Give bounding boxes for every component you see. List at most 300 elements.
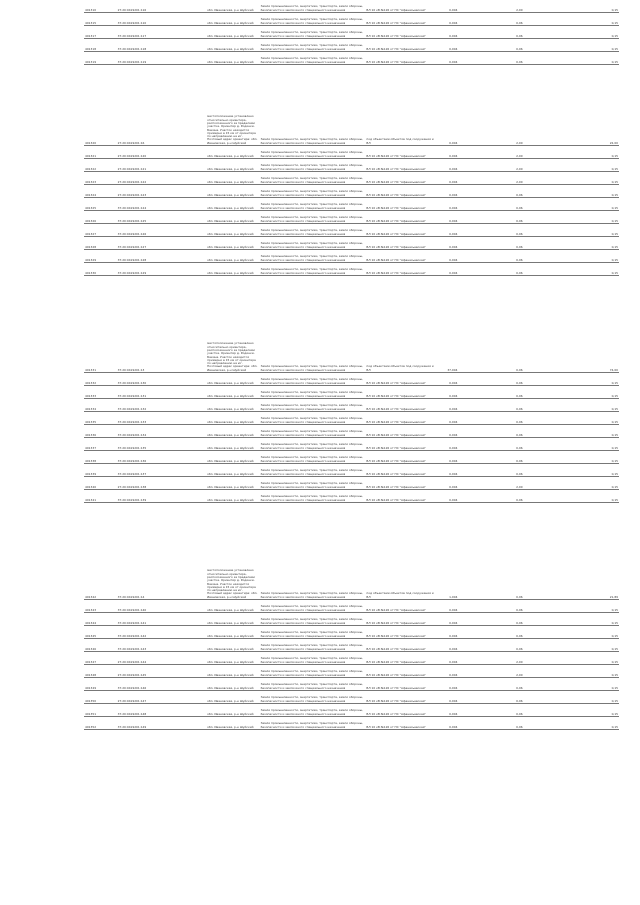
record-id: 401332 [84,373,117,386]
permitted-use-cell: ВЛ 10 кВ №126 от ПС "Афанасьевская" [365,224,438,237]
cadastral-number: 37:20:0419201:135 [117,438,165,451]
land-category-cell: Земли промышленности, энергетики, транспорта, земли обороны, безопасности и земли иного специального назначения [260,717,366,730]
table-row [84,626,619,639]
permitted-use-cell: ВЛ 10 кВ №126 от ПС "Афанасьевская" [365,639,438,652]
location-cell: обл. Ивановская, р-н Шуйский [206,464,260,477]
area-cell: 0,004 [439,652,459,665]
cadastral-number: 37:20:0419201:13 [117,276,165,373]
total-cell: 0,15 [554,52,619,65]
land-category-cell: Земли промышленности, энергетики, транспорта, земли обороны, безопасности и земли иного специального назначения [260,373,366,386]
record-id: 401341 [84,490,117,503]
permitted-use-cell: ВЛ 10 кВ №126 от ПС "Афанасьевская" [365,626,438,639]
table-row [84,464,619,477]
cadastral-number: 37:20:0419201:14 [117,503,165,600]
location-cell: обл. Ивановская, р-н Шуйский [206,26,260,39]
area-cell: 0,004 [439,0,459,13]
total-cell: 0,15 [554,613,619,626]
area-cell: 0,004 [439,717,459,730]
total-cell: 0,15 [554,600,619,613]
empty-cell [164,490,206,503]
permitted-use-cell: ВЛ 10 кВ №126 от ПС "Афанасьевская" [365,52,438,65]
area-cell: 0,004 [439,224,459,237]
value-cell: 2,00 [458,146,523,159]
total-cell: 0,15 [554,652,619,665]
area-cell: 0,004 [439,159,459,172]
area-cell: 0,004 [439,52,459,65]
value-cell: 0,96 [458,412,523,425]
location-cell: местоположение установлено относительно ориентира, расположенного за пределами участка. Ориентир д. Родинки-Бакина. Участок находится примерно в 15 км от ориентира по направлению на юг. Почтовый адрес ориентира: обл. Ивановская, р-н Шуйский [206,65,260,146]
location-cell: обл. Ивановская, р-н Шуйский [206,263,260,276]
empty-cell [164,717,206,730]
land-category-cell: Земли промышленности, энергетики, транспорта, земли обороны, безопасности и земли иного специального назначения [260,0,366,13]
empty-cell [524,438,554,451]
empty-cell [524,490,554,503]
value-cell: 0,96 [458,451,523,464]
value-cell: 0,96 [458,464,523,477]
area-cell: 0,004 [439,373,459,386]
empty-cell [164,146,206,159]
location-cell: обл. Ивановская, р-н Шуйский [206,451,260,464]
land-category-cell: Земли промышленности, энергетики, транспорта, земли обороны, безопасности и земли иного специального назначения [260,600,366,613]
area-cell: 0,004 [439,172,459,185]
area-cell: 0,004 [439,185,459,198]
table-row [84,490,619,503]
cadastral-number: 27:20:0419201:121 [117,159,165,172]
value-cell: 0,96 [458,198,523,211]
area-cell: 0,004 [439,451,459,464]
empty-cell [164,224,206,237]
total-cell: 0,15 [554,438,619,451]
table-row [84,717,619,730]
record-id: 401326 [84,211,117,224]
permitted-use-cell: ВЛ 10 кВ №126 от ПС "Афанасьевская" [365,159,438,172]
land-category-cell: Земли промышленности, энергетики, транспорта, земли обороны, безопасности и земли иного специального назначения [260,399,366,412]
cadastral-number: 27:20:0419201:120 [117,146,165,159]
location-cell: обл. Ивановская, р-н Шуйский [206,0,260,13]
empty-cell [164,665,206,678]
empty-cell [164,198,206,211]
record-id: 401321 [84,146,117,159]
land-category-cell: Земли промышленности, энергетики, транспорта, земли обороны, безопасности и земли иного специального назначения [260,65,366,146]
location-cell: обл. Ивановская, р-н Шуйский [206,412,260,425]
empty-cell [164,237,206,250]
location-cell: обл. Ивановская, р-н Шуйский [206,198,260,211]
cadastral-number: 27:20:0419201:16 [117,65,165,146]
empty-cell [164,438,206,451]
empty-cell [524,626,554,639]
record-id: 401324 [84,185,117,198]
record-id: 401340 [84,477,117,490]
value-cell: 0,96 [458,263,523,276]
total-cell: 0,15 [554,678,619,691]
permitted-use-cell: ВЛ 10 кВ №126 от ПС "Афанасьевская" [365,39,438,52]
table-row [84,250,619,263]
total-cell: 0,15 [554,0,619,13]
table-row [84,399,619,412]
permitted-use-cell: ВЛ 10 кВ №126 от ПС "Афанасьевская" [365,146,438,159]
cadastral-number: 37:20:0419201:139 [117,490,165,503]
land-category-cell: Земли промышленности, энергетики, транспорта, земли обороны, безопасности и земли иного специального назначения [260,185,366,198]
table-row [84,600,619,613]
total-cell: 0,15 [554,412,619,425]
empty-cell [524,600,554,613]
location-cell: обл. Ивановская, р-н Шуйский [206,146,260,159]
cadastral-number: 37:20:0419201:143 [117,639,165,652]
cadastral-number: 27:20:0419201:144 [117,652,165,665]
register-body [84,0,619,730]
table-row [84,146,619,159]
cadastral-number: 37:20:0419201:142 [117,626,165,639]
total-cell: 0,15 [554,477,619,490]
empty-cell [524,39,554,52]
area-cell: 0,004 [439,678,459,691]
area-cell: 0,004 [439,704,459,717]
permitted-use-cell: ВЛ 10 кВ №126 от ПС "Афанасьевская" [365,386,438,399]
cadastral-number: 37:20:0419201:132 [117,399,165,412]
permitted-use-cell: ВЛ 10 кВ №126 от ПС "Афанасьевская" [365,691,438,704]
empty-cell [524,198,554,211]
location-cell: обл. Ивановская, р-н Шуйский [206,224,260,237]
empty-cell [164,211,206,224]
total-cell: 0,15 [554,717,619,730]
empty-cell [524,503,554,600]
table-row [84,691,619,704]
location-cell: обл. Ивановская, р-н Шуйский [206,717,260,730]
permitted-use-cell: ВЛ 10 кВ №126 от ПС "Афанасьевская" [365,412,438,425]
table-row [84,665,619,678]
location-cell: обл. Ивановская, р-н Шуйский [206,438,260,451]
empty-cell [524,237,554,250]
land-category-cell: Земли промышленности, энергетики, транспорта, земли обороны, безопасности и земли иного специального назначения [260,386,366,399]
land-category-cell: Земли промышленности, энергетики, транспорта, земли обороны, безопасности и земли иного специального назначения [260,626,366,639]
location-cell: обл. Ивановская, р-н Шуйский [206,678,260,691]
empty-cell [524,665,554,678]
land-category-cell: Земли промышленности, энергетики, транспорта, земли обороны, безопасности и земли иного специального назначения [260,276,366,373]
table-row [84,704,619,717]
value-cell: 2,00 [458,665,523,678]
empty-cell [164,613,206,626]
cadastral-number: 37:20:0419201:130 [117,373,165,386]
area-cell: 0,004 [439,600,459,613]
location-cell: обл. Ивановская, р-н Шуйский [206,425,260,438]
record-id: 401327 [84,224,117,237]
value-cell: 0,96 [458,613,523,626]
empty-cell [524,373,554,386]
table-row [84,198,619,211]
register-table [84,0,619,730]
value-cell: 0,96 [458,600,523,613]
location-cell: обл. Ивановская, р-н Шуйский [206,211,260,224]
cadastral-number: 27:20:0419201:147 [117,691,165,704]
table-row [84,386,619,399]
cadastral-number: 37:20:0419201:137 [117,464,165,477]
empty-cell [524,412,554,425]
record-id: 401331 [84,276,117,373]
land-category-cell: Земли промышленности, энергетики, транспорта, земли обороны, безопасности и земли иного специального назначения [260,26,366,39]
total-cell: 0,15 [554,185,619,198]
empty-cell [524,172,554,185]
cadastral-number: 37:20:0419201:110 [117,13,165,26]
land-category-cell: Земли промышленности, энергетики, транспорта, земли обороны, безопасности и земли иного специального назначения [260,704,366,717]
location-cell: обл. Ивановская, р-н Шуйский [206,613,260,626]
total-cell: 0,15 [554,451,619,464]
land-category-cell: Земли промышленности, энергетики, транспорта, земли обороны, безопасности и земли иного специального назначения [260,412,366,425]
location-cell: обл. Ивановская, р-н Шуйский [206,490,260,503]
land-category-cell: Земли промышленности, энергетики, транспорта, земли обороны, безопасности и земли иного специального назначения [260,198,366,211]
total-cell: 0,15 [554,626,619,639]
permitted-use-cell: ВЛ 10 кВ №126 от ПС "Афанасьевская" [365,613,438,626]
empty-cell [524,146,554,159]
total-cell: 0,15 [554,399,619,412]
table-row [84,52,619,65]
table-row [84,451,619,464]
table-row [84,503,619,600]
empty-cell [524,652,554,665]
value-cell: 0,96 [458,250,523,263]
cadastral-number: 37:20:0419201:148 [117,704,165,717]
empty-cell [164,451,206,464]
location-cell: обл. Ивановская, р-н Шуйский [206,386,260,399]
cadastral-number: 27:20:0419201:123 [117,185,165,198]
table-row [84,412,619,425]
record-id: 401351 [84,704,117,717]
location-cell: местоположение установлено относительно ориентира, расположенного за пределами участка. Ориентир д. Родинки-Бакина. Участок находится примерно в 15 км от ориентира по направлению на юг. Почтовый адрес ориентира: обл. Ивановская, р-н Шуйский [206,276,260,373]
empty-cell [524,717,554,730]
value-cell: 0,96 [458,438,523,451]
permitted-use-cell: ВЛ 10 кВ №126 от ПС "Афанасьевская" [365,172,438,185]
area-cell: 0,004 [439,65,459,146]
permitted-use-cell: ВЛ 10 кВ №126 от ПС "Афанасьевская" [365,600,438,613]
empty-cell [164,399,206,412]
record-id: 401328 [84,237,117,250]
area-cell: 0,004 [439,198,459,211]
empty-cell [164,172,206,185]
location-cell: обл. Ивановская, р-н Шуйский [206,626,260,639]
empty-cell [164,65,206,146]
cadastral-number: 37:20:0419201:124 [117,198,165,211]
value-cell: 0,96 [458,704,523,717]
record-id: 401347 [84,652,117,665]
cadastral-number: 27:20:0419201:145 [117,665,165,678]
empty-cell [164,52,206,65]
table-row [84,39,619,52]
record-id: 401349 [84,678,117,691]
area-cell: 0,004 [439,613,459,626]
area-cell: 1,004 [439,503,459,600]
record-id: 401344 [84,613,117,626]
record-id: 401352 [84,717,117,730]
total-cell: 0,15 [554,146,619,159]
empty-cell [524,0,554,13]
empty-cell [164,503,206,600]
value-cell: 0,96 [458,373,523,386]
permitted-use-cell: ВЛ 10 кВ №126 от ПС "Афанасьевская" [365,678,438,691]
total-cell: 0,15 [554,691,619,704]
table-row [84,185,619,198]
land-category-cell: Земли промышленности, энергетики, транспорта, земли обороны, безопасности и земли иного специального назначения [260,665,366,678]
cadastral-number: 27:20:0419201:116 [117,0,165,13]
empty-cell [524,639,554,652]
location-cell: обл. Ивановская, р-н Шуйский [206,600,260,613]
area-cell: 0,004 [439,438,459,451]
empty-cell [164,13,206,26]
empty-cell [164,626,206,639]
cadastral-number: 37:20:0419201:128 [117,250,165,263]
empty-cell [164,425,206,438]
value-cell: 0,96 [458,386,523,399]
location-cell: обл. Ивановская, р-н Шуйский [206,704,260,717]
total-cell: 0,15 [554,13,619,26]
value-cell: 0,96 [458,490,523,503]
value-cell: 2,00 [458,65,523,146]
table-row [84,678,619,691]
empty-cell [164,639,206,652]
empty-cell [164,39,206,52]
permitted-use-cell: ВЛ 10 кВ №126 от ПС "Афанасьевская" [365,26,438,39]
location-cell: обл. Ивановская, р-н Шуйский [206,691,260,704]
permitted-use-cell: ВЛ 10 кВ №126 от ПС "Афанасьевская" [365,399,438,412]
empty-cell [164,412,206,425]
permitted-use-cell: ВЛ 10 кВ №126 от ПС "Афанасьевская" [365,250,438,263]
value-cell: 0,96 [458,224,523,237]
land-category-cell: Земли промышленности, энергетики, транспорта, земли обороны, безопасности и земли иного специального назначения [260,425,366,438]
land-category-cell: Земли промышленности, энергетики, транспорта, земли обороны, безопасности и земли иного специального назначения [260,146,366,159]
value-cell: 0,96 [458,211,523,224]
total-cell: 0,15 [554,639,619,652]
location-cell: обл. Ивановская, р-н Шуйский [206,665,260,678]
table-row [84,639,619,652]
area-cell: 0,004 [439,691,459,704]
total-cell: 22,00 [554,65,619,146]
empty-cell [524,678,554,691]
record-id: 401343 [84,600,117,613]
permitted-use-cell: ВЛ 10 кВ №126 от ПС "Афанасьевская" [365,451,438,464]
cadastral-number: 27:20:0419201:122 [117,172,165,185]
empty-cell [524,399,554,412]
land-category-cell: Земли промышленности, энергетики, транспорта, земли обороны, безопасности и земли иного специального назначения [260,613,366,626]
cadastral-number: 37:20:0419201:129 [117,263,165,276]
table-row [84,26,619,39]
record-id: 401350 [84,691,117,704]
total-cell: 0,15 [554,26,619,39]
table-row [84,263,619,276]
empty-cell [524,52,554,65]
land-category-cell: Земли промышленности, энергетики, транспорта, земли обороны, безопасности и земли иного специального назначения [260,691,366,704]
location-cell: обл. Ивановская, р-н Шуйский [206,399,260,412]
total-cell: 0,15 [554,224,619,237]
total-cell: 0,15 [554,464,619,477]
land-category-cell: Земли промышленности, энергетики, транспорта, земли обороны, безопасности и земли иного специального назначения [260,451,366,464]
empty-cell [524,65,554,146]
permitted-use-cell: ВЛ 10 кВ №126 от ПС "Афанасьевская" [365,490,438,503]
cadastral-number: 37:20:0419201:119 [117,52,165,65]
empty-cell [524,276,554,373]
permitted-use-cell: ВЛ 10 кВ №126 от ПС "Афанасьевская" [365,425,438,438]
area-cell: 0,004 [439,146,459,159]
empty-cell [524,185,554,198]
area-cell: 0,004 [439,386,459,399]
table-row [84,425,619,438]
permitted-use-cell: ВЛ 10 кВ №126 от ПС "Афанасьевская" [365,0,438,13]
table-row [84,652,619,665]
cadastral-number: 37:20:0419201:131 [117,386,165,399]
value-cell: 0,96 [458,691,523,704]
record-id: 401310 [84,0,117,13]
location-cell: обл. Ивановская, р-н Шуйский [206,13,260,26]
value-cell: 2,00 [458,172,523,185]
record-id: 401334 [84,399,117,412]
permitted-use-cell: ВЛ 10 кВ №126 от ПС "Афанасьевская" [365,263,438,276]
cadastral-number: 37:20:0419201:149 [117,717,165,730]
permitted-use-cell: ВЛ 10 кВ №126 от ПС "Афанасьевская" [365,717,438,730]
land-category-cell: Земли промышленности, энергетики, транспорта, земли обороны, безопасности и земли иного специального назначения [260,438,366,451]
record-id: 401345 [84,626,117,639]
record-id: 401329 [84,250,117,263]
area-cell: 0,004 [439,263,459,276]
value-cell: 0,96 [458,26,523,39]
empty-cell [524,250,554,263]
area-cell: 0,004 [439,237,459,250]
permitted-use-cell: ВЛ 10 кВ №126 от ПС "Афанасьевская" [365,237,438,250]
total-cell: 0,15 [554,159,619,172]
land-category-cell: Земли промышленности, энергетики, транспорта, земли обороны, безопасности и земли иного специального назначения [260,464,366,477]
empty-cell [164,185,206,198]
record-id: 401323 [84,172,117,185]
cadastral-number: 37:20:0419201:125 [117,211,165,224]
table-row [84,237,619,250]
cadastral-number: 37:20:0419201:136 [117,451,165,464]
land-category-cell: Земли промышленности, энергетики, транспорта, земли обороны, безопасности и земли иного специального назначения [260,263,366,276]
record-id: 401333 [84,386,117,399]
permitted-use-cell: под объектами объектов под сооружения и ВЛ [365,65,438,146]
empty-cell [524,13,554,26]
table-row [84,438,619,451]
location-cell: обл. Ивановская, р-н Шуйский [206,652,260,665]
empty-cell [164,26,206,39]
total-cell: 21,89 [554,503,619,600]
empty-cell [164,250,206,263]
record-id: 401335 [84,412,117,425]
land-category-cell: Земли промышленности, энергетики, транспорта, земли обороны, безопасности и земли иного специального назначения [260,639,366,652]
total-cell: 0,15 [554,490,619,503]
land-category-cell: Земли промышленности, энергетики, транспорта, земли обороны, безопасности и земли иного специального назначения [260,678,366,691]
value-cell: 0,96 [458,276,523,373]
total-cell: 0,15 [554,198,619,211]
table-row [84,211,619,224]
value-cell: 0,96 [458,13,523,26]
land-category-cell: Земли промышленности, энергетики, транспорта, земли обороны, безопасности и земли иного специального назначения [260,503,366,600]
permitted-use-cell: ВЛ 10 кВ №126 от ПС "Афанасьевская" [365,438,438,451]
empty-cell [524,477,554,490]
total-cell: 0,15 [554,665,619,678]
empty-cell [164,159,206,172]
record-id: 401317 [84,26,117,39]
cadastral-number: 37:20:0419201:117 [117,26,165,39]
cadastral-number: 37:20:0419201:118 [117,39,165,52]
area-cell: 0,004 [439,464,459,477]
total-cell: 0,15 [554,425,619,438]
location-cell: обл. Ивановская, р-н Шуйский [206,237,260,250]
area-cell: 0,004 [439,665,459,678]
empty-cell [524,263,554,276]
area-cell: 0,004 [439,250,459,263]
value-cell: 0,96 [458,237,523,250]
total-cell: 0,15 [554,263,619,276]
value-cell: 0,96 [458,639,523,652]
area-cell: 0,004 [439,490,459,503]
permitted-use-cell: под объектами объектов под сооружения и ВЛ [365,276,438,373]
empty-cell [524,386,554,399]
